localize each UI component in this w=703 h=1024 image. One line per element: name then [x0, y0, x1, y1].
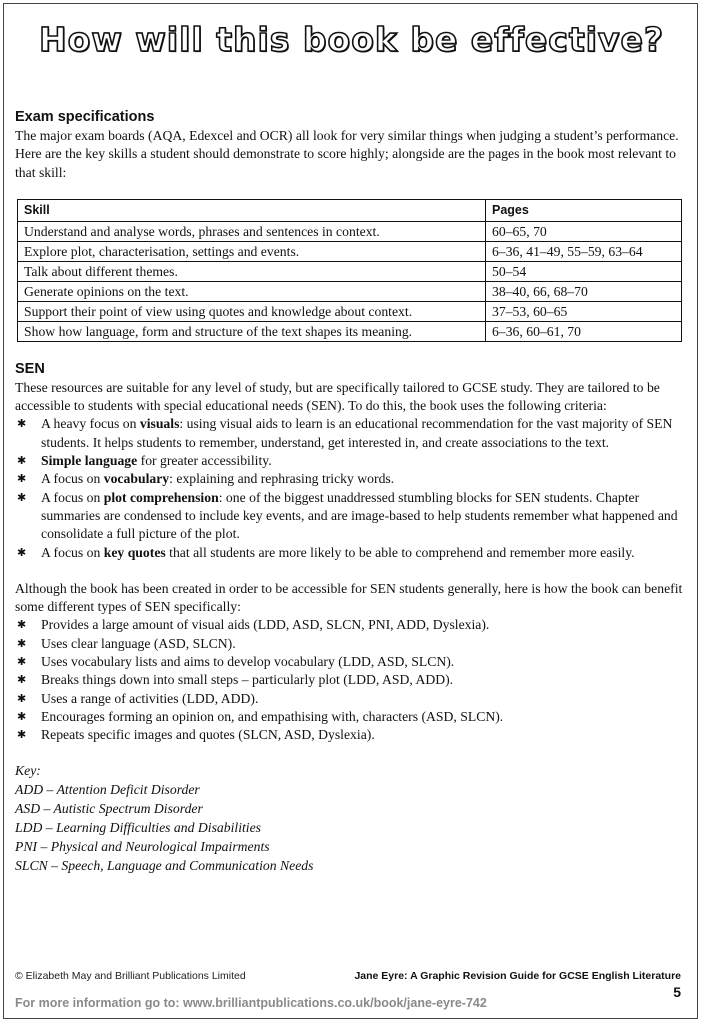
type-text: Provides a large amount of visual aids (LDD, ASD, SLCN, PNI, ADD, Dyslexia).	[41, 617, 490, 633]
criteria-bold: key quotes	[103, 544, 166, 560]
type-text: Repeats specific images and quotes (SLCN, ASD, Dyslexia).	[41, 727, 375, 743]
bullet-star-icon: ✱	[17, 472, 27, 486]
list-item	[15, 690, 683, 708]
sen-intro: These resources are suitable for any level of study, but are specifically tailored to GCSE study. They are tailored to be accessible to students with special educational needs (SEN). To do this, the book uses the following criteria:	[15, 379, 660, 414]
criteria-text: A focus on	[41, 471, 104, 487]
bullet-star-icon: ✱	[17, 417, 27, 431]
key-item: ASD – Autistic Spectrum Disorder	[15, 800, 203, 816]
list-item	[15, 635, 683, 653]
criteria-text: that all students are more likely to be able to comprehend and remember more easily.	[165, 544, 635, 560]
criteria-text: for greater accessibility.	[137, 453, 272, 469]
skills-table	[17, 199, 682, 342]
bullet-star-icon: ✱	[17, 636, 27, 650]
type-text: Uses vocabulary lists and aims to develop vocabulary (LDD, ASD, SLCN).	[41, 654, 455, 670]
main-content	[15, 108, 683, 875]
pages-column-header: Pages	[486, 199, 682, 221]
table-row	[18, 281, 682, 301]
criteria-bold: plot comprehension	[103, 489, 219, 505]
criteria-text: A focus on	[41, 489, 104, 505]
list-item	[15, 616, 683, 634]
sen-types-list	[15, 616, 683, 744]
type-text: Breaks things down into small steps – particularly plot (LDD, ASD, ADD).	[41, 672, 454, 688]
list-item	[15, 489, 683, 544]
skill-cell: Understand and analyse words, phrases and sentences in context.	[18, 221, 486, 241]
list-item	[15, 726, 683, 744]
bullet-star-icon: ✱	[17, 618, 27, 632]
list-item	[15, 544, 683, 562]
criteria-text: : explaining and rephrasing tricky words.	[169, 471, 395, 487]
page-title: How will this book be effective?	[39, 20, 664, 59]
skill-cell: Support their point of view using quotes and knowledge about context.	[18, 301, 486, 321]
exam-heading: Exam specifications	[15, 109, 155, 125]
criteria-text: A focus on	[41, 544, 104, 560]
type-text: Uses a range of activities (LDD, ADD).	[41, 690, 259, 706]
bullet-star-icon: ✱	[17, 545, 27, 559]
bullet-star-icon: ✱	[17, 691, 27, 705]
table-row	[18, 241, 682, 261]
table-row	[18, 321, 682, 341]
book-title: Jane Eyre: A Graphic Revision Guide for GCSE English Literature	[354, 970, 681, 982]
bullet-star-icon: ✱	[17, 454, 27, 468]
type-text: Uses clear language (ASD, SLCN).	[41, 635, 236, 651]
pages-cell: 38–40, 66, 68–70	[486, 281, 682, 301]
criteria-text: : one of the biggest unaddressed stumbling blocks for SEN students. Chapter summaries are condensed to include key events, and are image-based to help students remember what happened and consolidate a full picture of the plot.	[41, 489, 678, 542]
skill-cell: Explore plot, characterisation, settings and events.	[18, 241, 486, 261]
bullet-star-icon: ✱	[17, 673, 27, 687]
copyright: © Elizabeth May and Brilliant Publications Limited	[15, 970, 246, 982]
criteria-text: A heavy focus on	[41, 416, 140, 432]
key-item: ADD – Attention Deficit Disorder	[15, 781, 200, 797]
bullet-star-icon: ✱	[17, 709, 27, 723]
pages-cell: 50–54	[486, 261, 682, 281]
table-row	[18, 261, 682, 281]
criteria-bold: visuals	[139, 416, 180, 432]
list-item	[15, 415, 683, 452]
bullet-star-icon: ✱	[17, 728, 27, 742]
pages-cell: 37–53, 60–65	[486, 301, 682, 321]
skill-cell: Show how language, form and structure of the text shapes its meaning.	[18, 321, 486, 341]
table-header-row	[18, 199, 682, 221]
criteria-bold: vocabulary	[103, 471, 170, 487]
sen-types-intro: Although the book has been created in order to be accessible for SEN students generally, here is how the book can benefit some different types of SEN specifically:	[15, 580, 683, 615]
criteria-list	[15, 415, 683, 561]
type-text: Encourages forming an opinion on, and empathising with, characters (ASD, SLCN).	[41, 708, 504, 724]
list-item	[15, 653, 683, 671]
bullet-star-icon: ✱	[17, 490, 27, 504]
more-info-link[interactable]: For more information go to: www.brilliantpublications.co.uk/book/jane-eyre-742	[15, 996, 487, 1010]
list-item	[15, 671, 683, 689]
list-item	[15, 708, 683, 726]
pages-cell: 6–36, 41–49, 55–59, 63–64	[486, 241, 682, 261]
key-section	[15, 761, 683, 875]
key-item: PNI – Physical and Neurological Impairments	[15, 838, 270, 854]
skill-column-header: Skill	[18, 199, 486, 221]
exam-intro: The major exam boards (AQA, Edexcel and OCR) all look for very similar things when judging a student’s performance. Here are the key skills a student should demonstrate to score highly; alongside are the pages in the book most relevant to that skill:	[15, 128, 679, 180]
list-item	[15, 470, 683, 488]
bullet-star-icon: ✱	[17, 655, 27, 669]
key-label: Key:	[15, 762, 41, 778]
list-item	[15, 452, 683, 470]
pages-cell: 6–36, 60–61, 70	[486, 321, 682, 341]
criteria-text: : using visual aids to learn is an educational recommendation for the vast majority of SEN students. It helps students to remember, understand, get interested in, and create associations to the text.	[41, 416, 673, 450]
sen-heading: SEN	[15, 360, 45, 377]
page-number: 5	[673, 984, 681, 1000]
table-row	[18, 301, 682, 321]
skill-cell: Talk about different themes.	[18, 261, 486, 281]
skill-cell: Generate opinions on the text.	[18, 281, 486, 301]
criteria-bold: Simple language	[41, 453, 138, 469]
key-item: SLCN – Speech, Language and Communication Needs	[15, 857, 314, 873]
key-item: LDD – Learning Difficulties and Disabilities	[15, 819, 262, 835]
table-row	[18, 221, 682, 241]
pages-cell: 60–65, 70	[486, 221, 682, 241]
